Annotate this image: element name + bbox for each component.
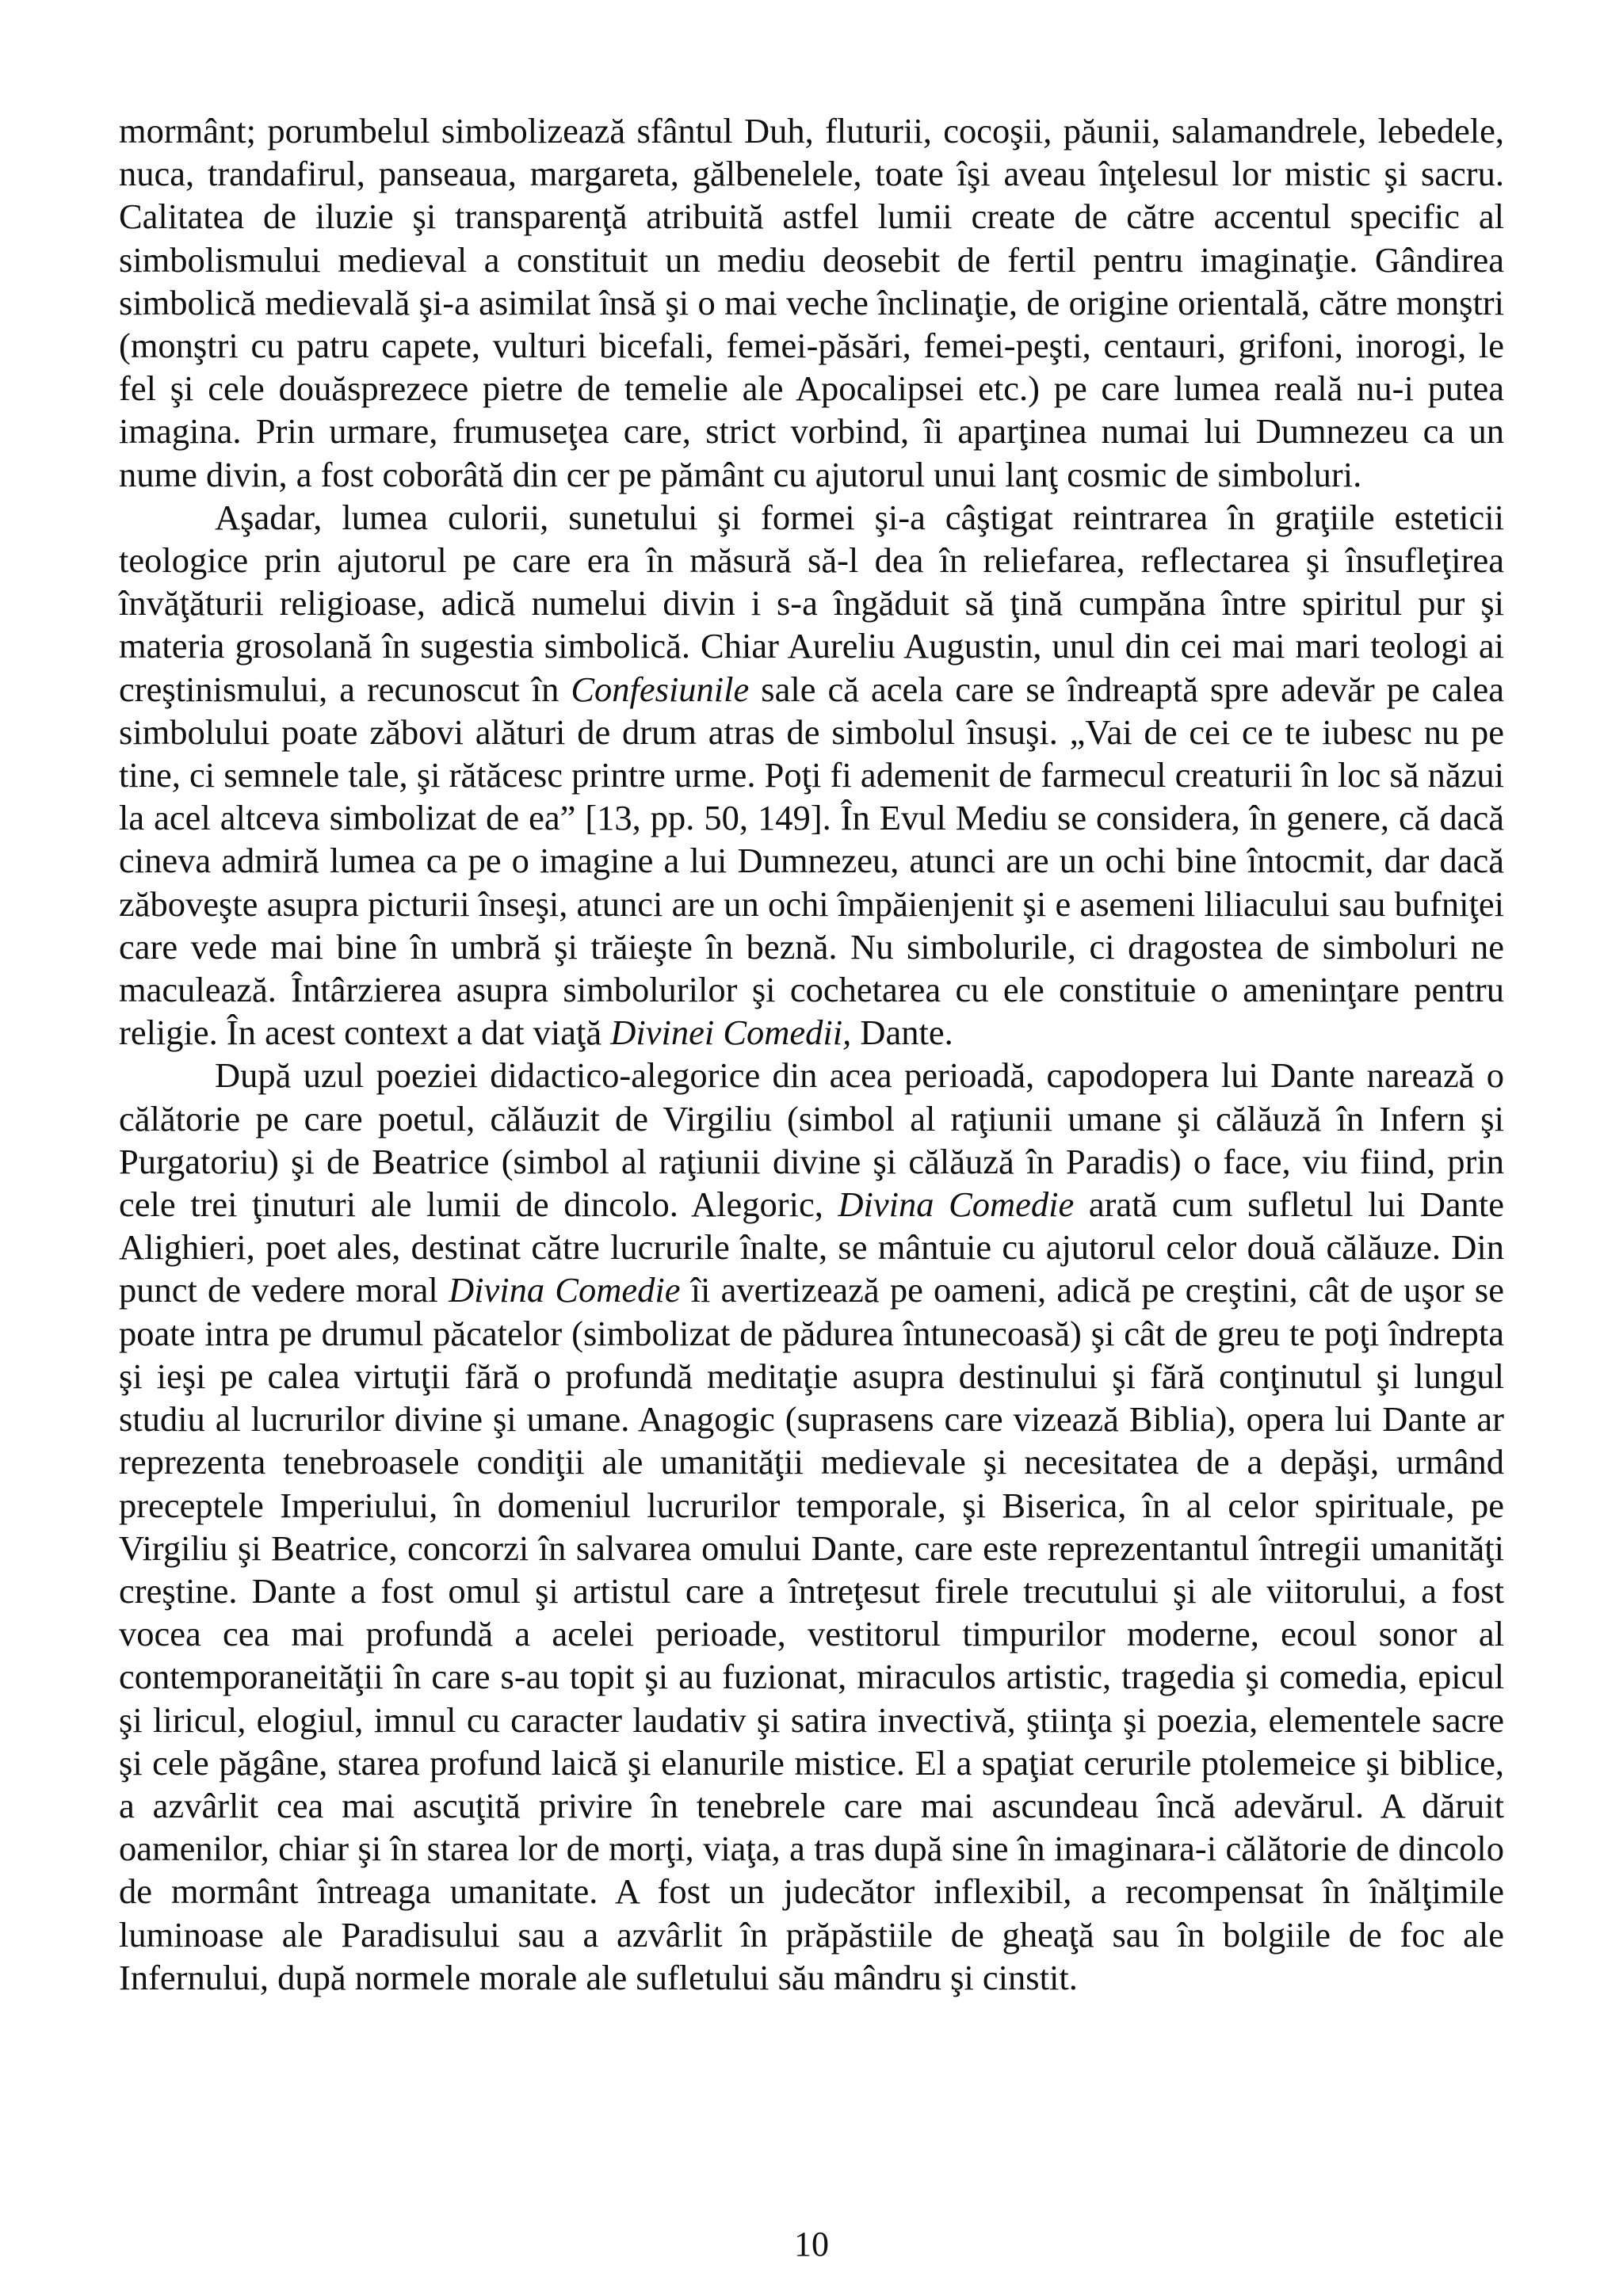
title-divina-comedie-2: Divina Comedie <box>449 1270 681 1310</box>
paragraph-3-text-a: După uzul poeziei didactico-alegorice din acea perioadă, capodopera lui Dante narează o călătorie pe care poetul, călăuzit de Virgiliu (simbol al raţiunii umane şi călăuză în Infern şi Purgatoriu) şi de Beatrice (simbol al raţiunii divine şi călăuză în Paradis) o face, viu fiind, prin cele trei ţinuturi ale lumii de dincolo. Alegoric, <box>119 1055 1504 1225</box>
page-number: 10 <box>794 2225 829 2264</box>
paragraph-3-text-b: arată cum sufletul lui Dante Alighieri, poet ales, destinat către lucrurile înalte, se mântuie cu ajutorul celor două călăuze. Din punct de vedere moral <box>119 1184 1504 1310</box>
title-divina-comedie-1: Divina Comedie <box>838 1184 1075 1225</box>
title-divinei-comedii: Divinei Comedii, <box>610 1013 852 1053</box>
page-body <box>119 109 1504 1999</box>
paragraph-3-text-c: îi avertizează pe oameni, adică pe creştini, cât de uşor se poate intra pe drumul păcatelor (simbolizat de pădurea întunecoasă) şi cât de greu te poţi îndrepta şi ieşi pe calea virtuţii fără o profundă meditaţie asupra destinului şi fără conţinutul şi lungul studiu al lucrurilor divine şi umane. Anagogic (suprasens care vizează Biblia), opera lui Dante ar reprezenta tenebroasele condiţii ale umanităţii medievale şi necesitatea de a depăşi, urmând preceptele Imperiului, în domeniul lucrurilor temporale, şi Biserica, în al celor spirituale, pe Virgiliu şi Beatrice, concorzi în salvarea omului Dante, care este reprezentantul întregii umanităţi creştine. Dante a fost omul şi artistul care a întreţesut firele trecutului şi ale viitorului, a fost vocea cea mai profundă a acelei perioade, vestitorul timpurilor moderne, ecoul sonor al contemporaneităţii în care s-au topit şi au fuzionat, miraculos artistic, tragedia şi comedia, epicul şi liricul, elogiul, imnul cu caracter laudativ şi satira invectivă, ştiinţa şi poezia, elementele sacre şi cele păgâne, starea profund laică şi elanurile mistice. El a spaţiat cerurile ptolemeice şi biblice, a azvârlit cea mai ascuţită privire în tenebrele care mai ascundeau încă adevărul. A dăruit oamenilor, chiar şi în starea lor de morţi, viaţa, a tras după sine în imaginara-i călătorie de dincolo de mormânt întreaga umanitate. A fost un judecător inflexibil, a recompensat în înălţimile luminoase ale Paradisului sau a azvârlit în prăpăstiile de gheaţă sau în bolgiile de foc ale Infernului, după normele morale ale sufletului său mândru şi cinstit. <box>119 1270 1504 1997</box>
paragraph-2 <box>119 496 1504 1055</box>
paragraph-3 <box>119 1054 1504 1998</box>
paragraph-1 <box>119 109 1504 496</box>
paragraph-2-text-a: Aşadar, lumea culorii, sunetului şi formei şi-a câştigat reintrarea în graţiile esteticii teologice prin ajutorul pe care era în măsură să-l dea în reliefarea, reflectarea şi însufleţirea învăţăturii religioase, adică numelui divin i s-a îngăduit să ţină cumpăna între spiritul pur şi materia grosolană în sugestia simbolică. Chiar Aureliu Augustin, unul din cei mai mari teologi ai creştinismului, a recunoscut în <box>119 497 1504 709</box>
paragraph-2-text-b: sale că acela care se îndreaptă spre adevăr pe calea simbolului poate zăbovi alături de drum atras de simbolul însuşi. „Vai de cei ce te iubesc nu pe tine, ci semnele tale, şi rătăcesc printre urme. Poţi fi ademenit de farmecul creaturii în loc să năzui la acel altceva simbolizat de ea” [13, pp. 50, 149]. În Evul Mediu se considera, în genere, că dacă cineva admiră lumea ca pe o imagine a lui Dumnezeu, atunci are un ochi bine întocmit, dar dacă zăboveşte asupra picturii înseşi, atunci are un ochi împăienjenit şi e asemeni liliacului sau bufniţei care vede mai bine în umbră şi trăieşte în beznă. Nu simbolurile, ci dragostea de simboluri ne maculează. Întârzierea asupra simbolurilor şi cochetarea cu ele constituie o ameninţare pentru religie. În acest context a dat viaţă <box>119 669 1504 1053</box>
paragraph-1-text: mormânt; porumbelul simbolizează sfântul Duh, fluturii, cocoşii, păunii, salamandrele, lebedele, nuca, trandafirul, panseaua, margareta, gălbenelele, toate îşi aveau înţelesul lor mistic şi sacru. Calitatea de iluzie şi transparenţă atribuită astfel lumii create de către accentul specific al simbolismului medieval a constituit un mediu deosebit de fertil pentru imaginaţie. Gândirea simbolică medievală şi-a asimilat însă şi o mai veche înclinaţie, de origine orientală, către monştri (monştri cu patru capete, vulturi bicefali, femei-păsări, femei-peşti, centauri, grifoni, inorogi, le fel şi cele douăsprezece pietre de temelie ale Apocalipsei etc.) pe care lumea reală nu-i putea imagina. Prin urmare, frumuseţea care, strict vorbind, îi aparţinea numai lui Dumnezeu ca un nume divin, a fost coborâtă din cer pe pământ cu ajutorul unui lanţ cosmic de simboluri. <box>119 111 1504 494</box>
title-confesiunile: Confesiunile <box>571 669 750 709</box>
paragraph-2-text-c: Dante. <box>851 1013 953 1053</box>
